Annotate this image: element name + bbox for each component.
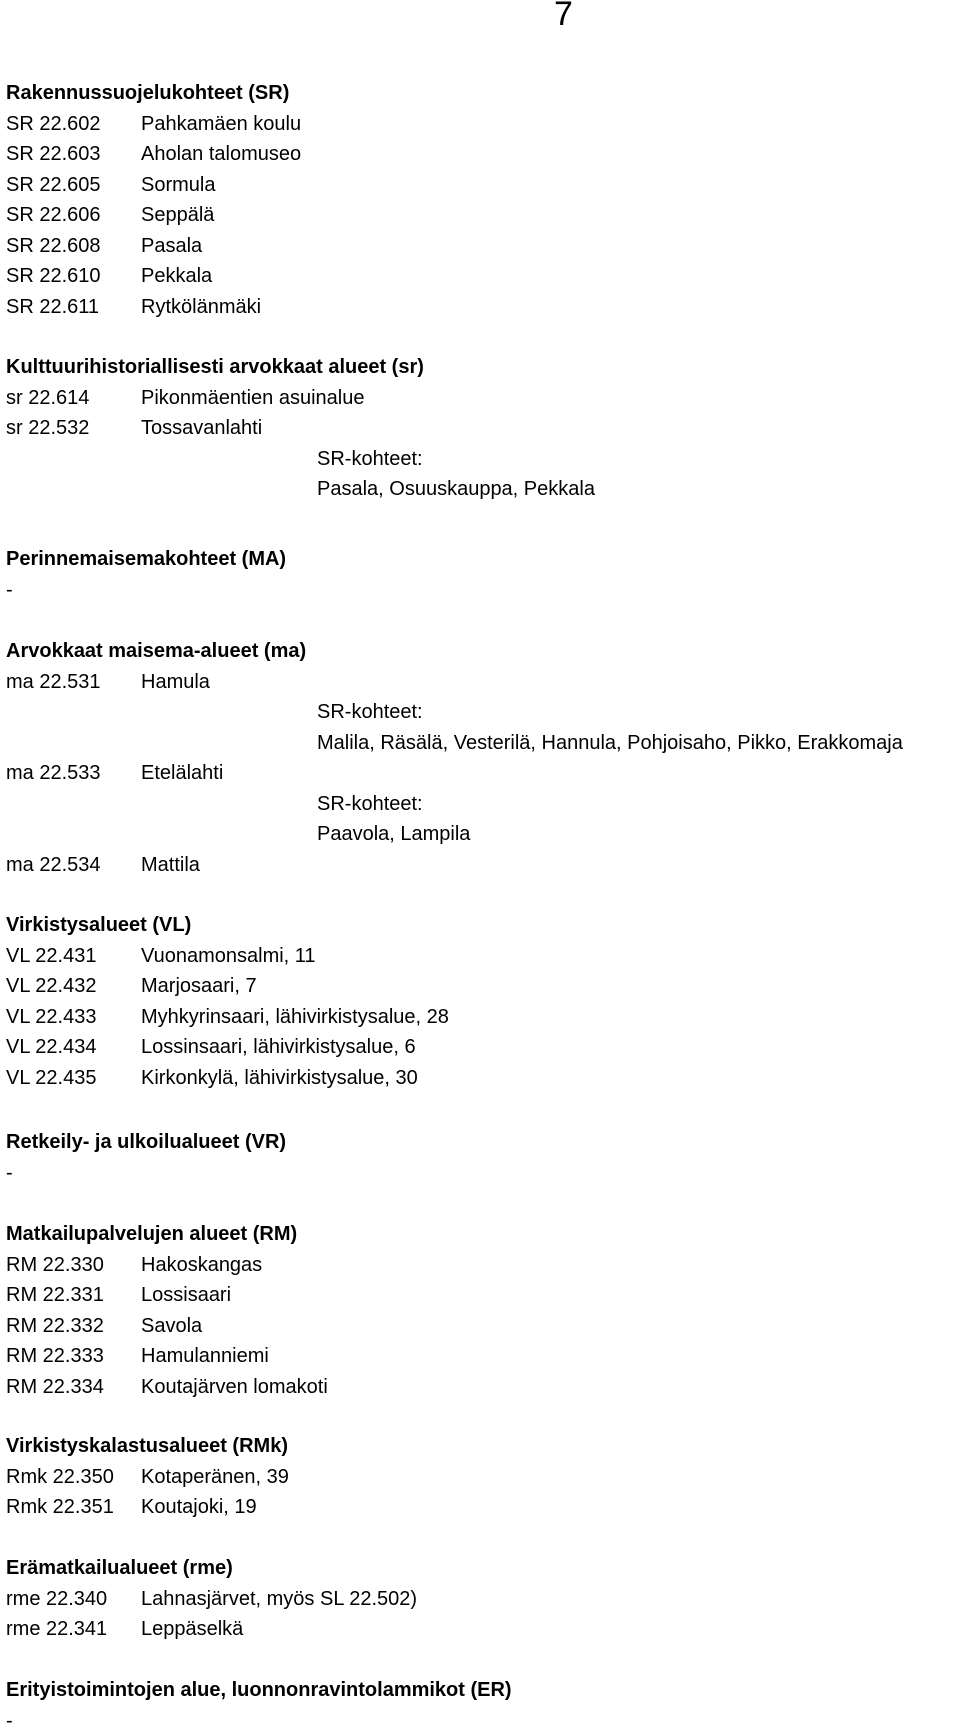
item-code: SR 22.610: [6, 261, 101, 292]
section-title: Perinnemaisemakohteet (MA): [6, 544, 946, 575]
item-name: Lossisaari: [141, 1280, 231, 1311]
list-item: [6, 200, 946, 231]
item-name: Lossinsaari, lähivirkistysalue, 6: [141, 1032, 416, 1063]
empty-dash: -: [6, 1706, 946, 1736]
item-code: SR 22.605: [6, 170, 101, 201]
section-title: Erämatkailualueet (rme): [6, 1553, 946, 1584]
list-item: [6, 1311, 946, 1342]
item-name: Pasala: [141, 231, 202, 262]
item-name: Savola: [141, 1311, 202, 1342]
section-sr-small: [6, 352, 946, 505]
item-name: Rytkölänmäki: [141, 292, 261, 323]
item-code: SR 22.603: [6, 139, 101, 170]
item-code: rme 22.341: [6, 1614, 107, 1645]
list-item: [6, 139, 946, 170]
item-name: Etelälahti: [141, 758, 223, 789]
item-code: RM 22.333: [6, 1341, 104, 1372]
item-code: ma 22.533: [6, 758, 101, 789]
item-code: VL 22.435: [6, 1063, 96, 1094]
item-code: SR 22.608: [6, 231, 101, 262]
item-name: Seppälä: [141, 200, 214, 231]
section-rm: [6, 1219, 946, 1402]
item-code: Rmk 22.351: [6, 1492, 114, 1523]
item-code: Rmk 22.350: [6, 1462, 114, 1493]
section-sr: [6, 78, 946, 322]
section-ma: [6, 636, 946, 880]
list-item: [6, 231, 946, 262]
sub-label: SR-kohteet:: [6, 444, 946, 475]
section-title: Kulttuurihistoriallisesti arvokkaat alueet (sr): [6, 352, 946, 383]
item-code: SR 22.602: [6, 109, 101, 140]
section-er: [6, 1675, 946, 1736]
sub-value: Paavola, Lampila: [6, 819, 946, 850]
sub-label: SR-kohteet:: [6, 789, 946, 820]
item-code: RM 22.332: [6, 1311, 104, 1342]
item-code: RM 22.331: [6, 1280, 104, 1311]
section-rmk: [6, 1431, 946, 1523]
list-item: [6, 1250, 946, 1281]
list-item: [6, 1462, 946, 1493]
section-title: Matkailupalvelujen alueet (RM): [6, 1219, 946, 1250]
item-name: Pahkamäen koulu: [141, 109, 301, 140]
section-vl: [6, 910, 946, 1093]
item-code: sr 22.614: [6, 383, 89, 414]
section-ma-big: [6, 544, 946, 605]
sub-label: SR-kohteet:: [6, 697, 946, 728]
section-title: Retkeily- ja ulkoilualueet (VR): [6, 1127, 946, 1158]
item-code: ma 22.531: [6, 667, 101, 698]
section-rme: [6, 1553, 946, 1645]
section-title: Virkistysalueet (VL): [6, 910, 946, 941]
section-title: Arvokkaat maisema-alueet (ma): [6, 636, 946, 667]
item-name: Hakoskangas: [141, 1250, 262, 1281]
item-code: SR 22.606: [6, 200, 101, 231]
section-vr: [6, 1127, 946, 1188]
list-item: [6, 850, 946, 881]
item-name: Pikonmäentien asuinalue: [141, 383, 365, 414]
item-name: Koutajärven lomakoti: [141, 1372, 328, 1403]
item-name: Pekkala: [141, 261, 212, 292]
list-item: [6, 383, 946, 414]
list-item: [6, 1492, 946, 1523]
item-name: Kotaperänen, 39: [141, 1462, 289, 1493]
item-name: Hamulanniemi: [141, 1341, 269, 1372]
item-name: Sormula: [141, 170, 215, 201]
item-name: Koutajoki, 19: [141, 1492, 257, 1523]
list-item: [6, 1002, 946, 1033]
list-item: [6, 1063, 946, 1094]
item-code: VL 22.433: [6, 1002, 96, 1033]
sub-value: Malila, Räsälä, Vesterilä, Hannula, Pohjoisaho, Pikko, Erakkomaja: [6, 728, 946, 759]
list-item: [6, 109, 946, 140]
list-item: [6, 170, 946, 201]
item-code: VL 22.431: [6, 941, 96, 972]
item-code: RM 22.330: [6, 1250, 104, 1281]
list-item: [6, 971, 946, 1002]
list-item: [6, 292, 946, 323]
section-title: Virkistyskalastusalueet (RMk): [6, 1431, 946, 1462]
list-item: [6, 941, 946, 972]
item-code: ma 22.534: [6, 850, 101, 881]
item-name: Marjosaari, 7: [141, 971, 257, 1002]
item-name: Lahnasjärvet, myös SL 22.502): [141, 1584, 417, 1615]
empty-dash: -: [6, 575, 946, 606]
item-name: Hamula: [141, 667, 210, 698]
list-item: [6, 1584, 946, 1615]
item-name: Myhkyrinsaari, lähivirkistysalue, 28: [141, 1002, 449, 1033]
item-name: Mattila: [141, 850, 200, 881]
empty-dash: -: [6, 1158, 946, 1189]
list-item: [6, 1280, 946, 1311]
list-item: [6, 1032, 946, 1063]
list-item: [6, 413, 946, 444]
list-item: [6, 667, 946, 698]
list-item: [6, 1372, 946, 1403]
item-code: rme 22.340: [6, 1584, 107, 1615]
page-number: 7: [554, 0, 573, 34]
item-name: Tossavanlahti: [141, 413, 262, 444]
item-code: RM 22.334: [6, 1372, 104, 1403]
section-title: Rakennussuojelukohteet (SR): [6, 78, 946, 109]
list-item: [6, 1341, 946, 1372]
item-code: SR 22.611: [6, 292, 99, 323]
item-code: VL 22.434: [6, 1032, 96, 1063]
item-name: Kirkonkylä, lähivirkistysalue, 30: [141, 1063, 418, 1094]
item-code: VL 22.432: [6, 971, 96, 1002]
item-name: Leppäselkä: [141, 1614, 243, 1645]
sub-value: Pasala, Osuuskauppa, Pekkala: [6, 474, 946, 505]
list-item: [6, 758, 946, 789]
list-item: [6, 1614, 946, 1645]
item-code: sr 22.532: [6, 413, 89, 444]
section-title: Erityistoimintojen alue, luonnonravintolammikot (ER): [6, 1675, 946, 1706]
item-name: Aholan talomuseo: [141, 139, 301, 170]
item-name: Vuonamonsalmi, 11: [141, 941, 316, 972]
list-item: [6, 261, 946, 292]
